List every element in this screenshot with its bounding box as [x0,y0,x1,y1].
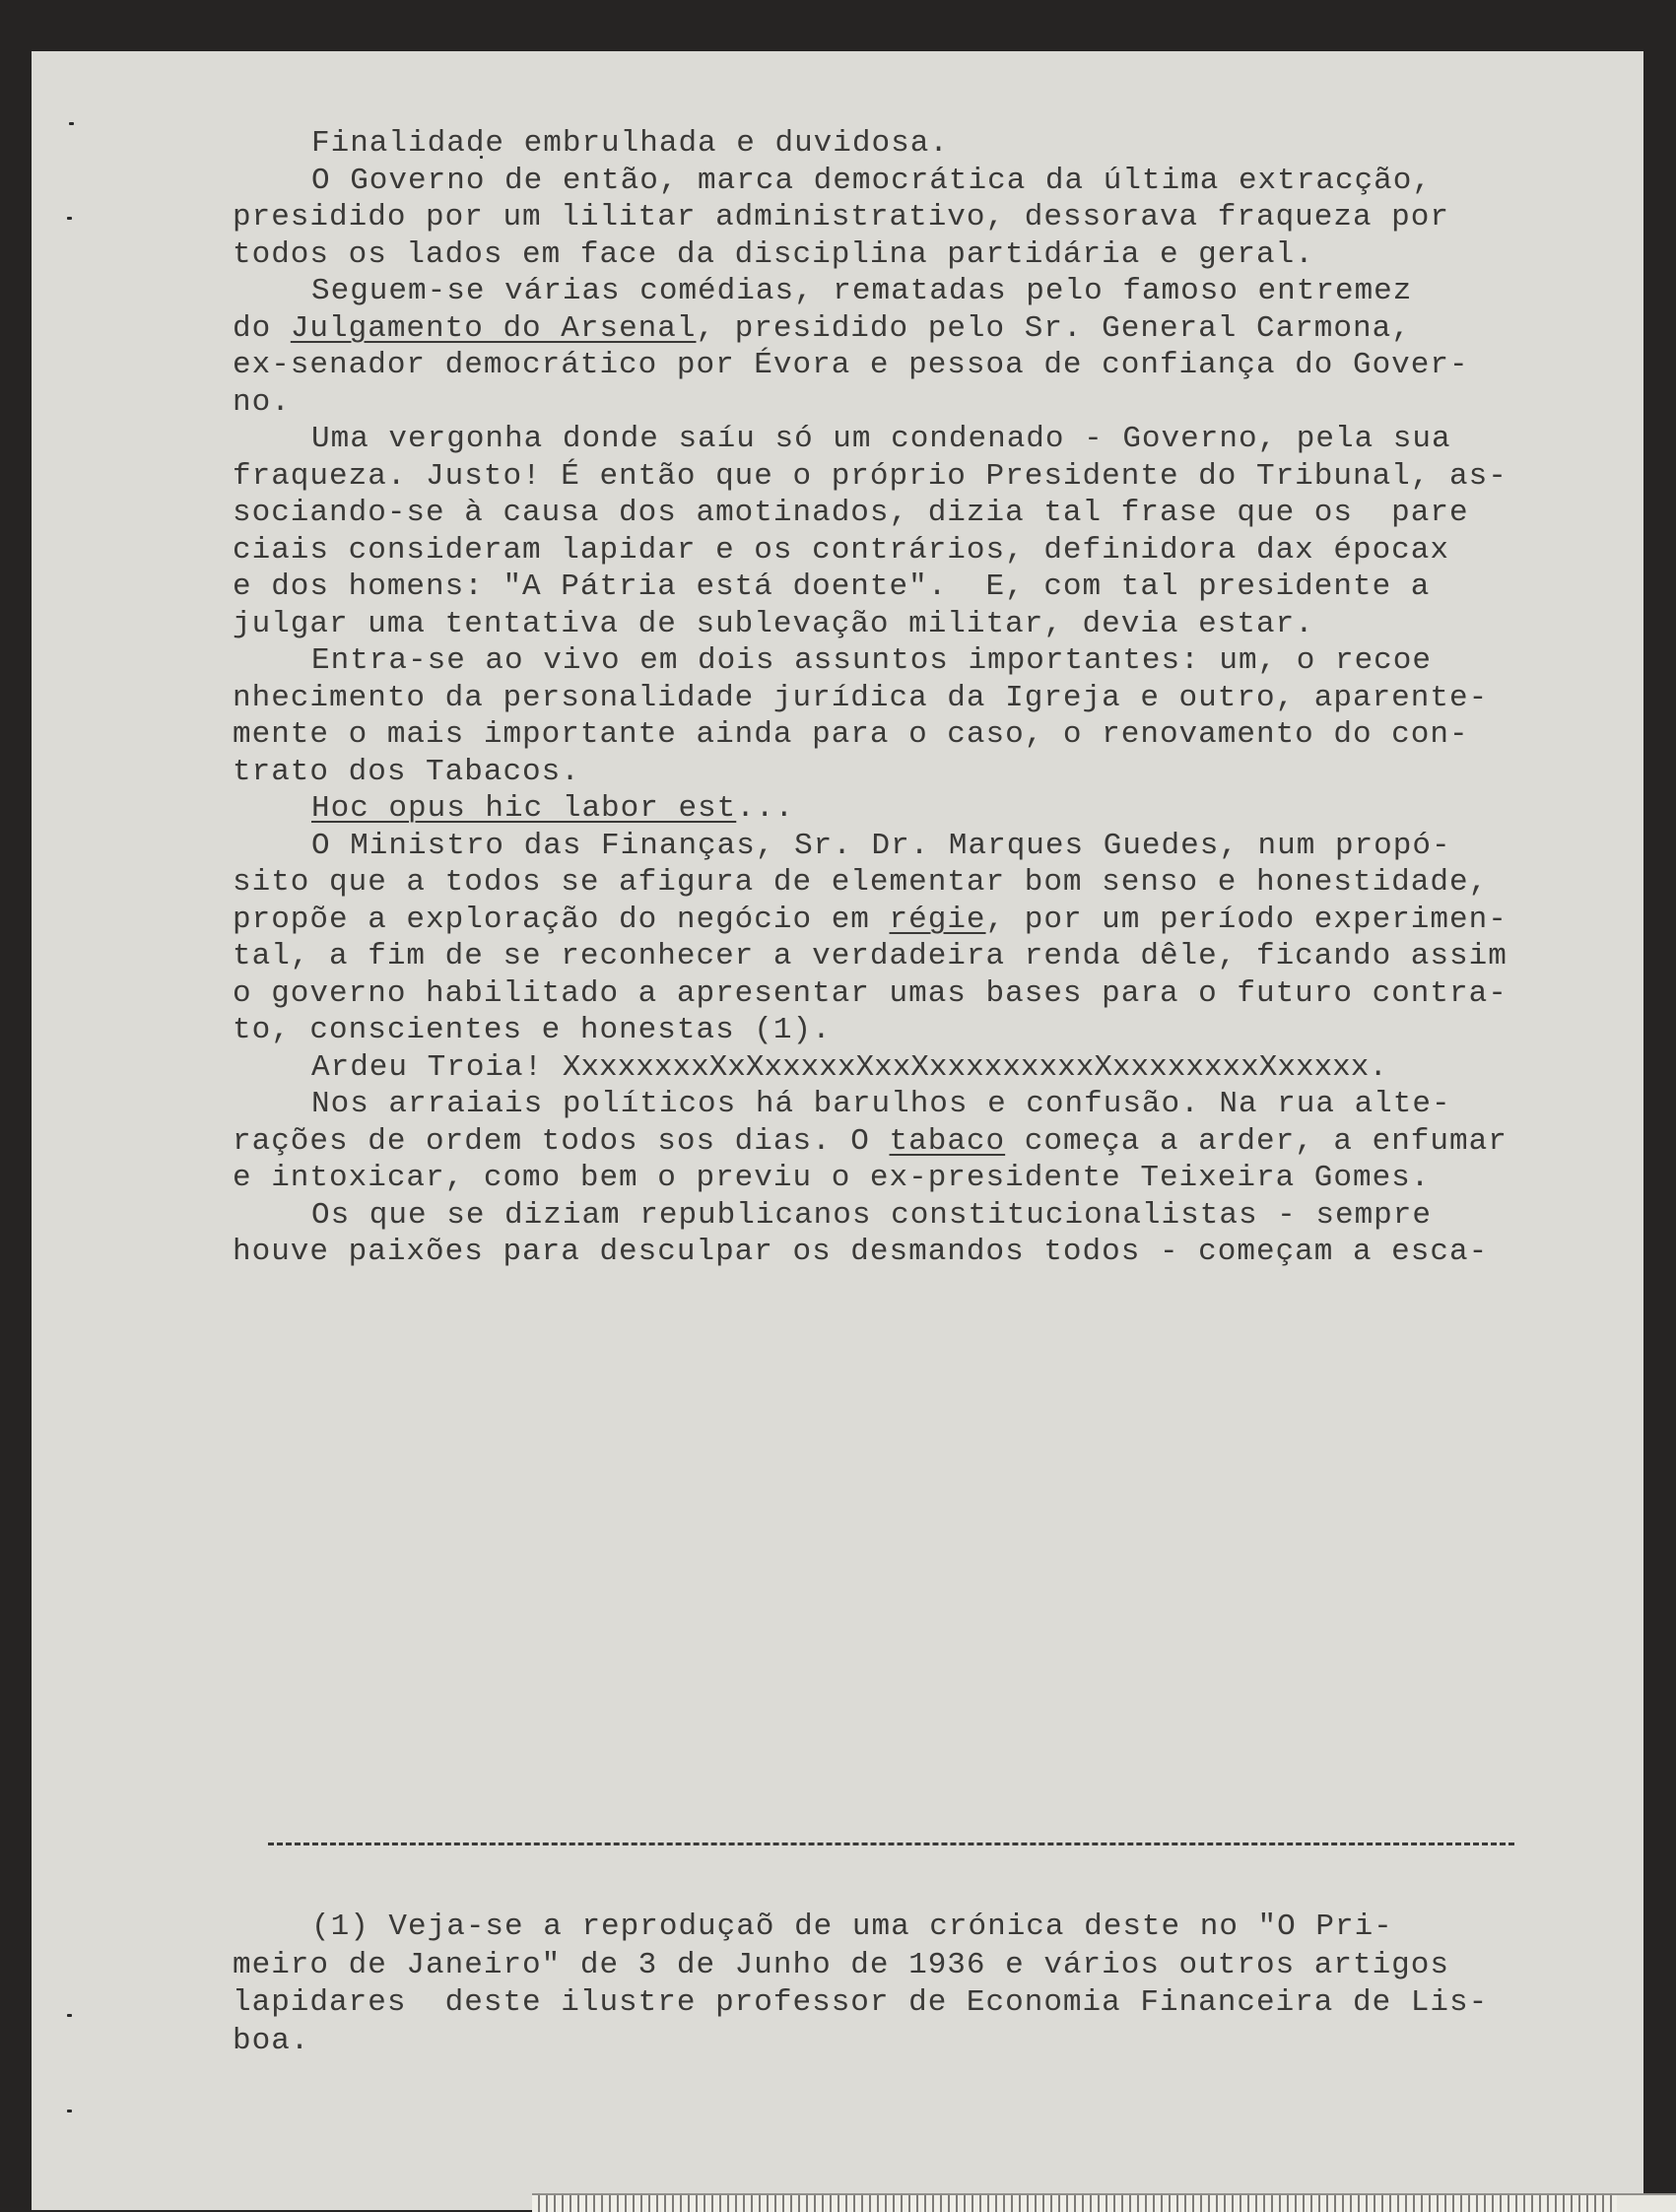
text-line [311,1050,1387,1086]
text-run: (1) Veja-se a reproduçaõ de uma crónica deste no "O Pri- [311,1910,1393,1944]
text-line [311,791,794,827]
margin-mark [69,122,74,125]
text-run: e intoxicar, como bem o previu o ex-presidente Teixeira Gomes. [233,1161,1431,1195]
text-line [233,533,1449,569]
footnote-line [233,1985,1488,2021]
text-line [233,939,1508,974]
text-line [233,1161,1430,1196]
text-line [311,643,1432,679]
text-run: ... [736,791,795,826]
text-run: Uma vergonha donde saíu só um condenado - Governo, pela sua [311,422,1451,456]
text-line [233,1235,1488,1270]
text-line [233,607,1314,642]
margin-mark [67,2014,72,2017]
text-line [233,681,1488,716]
text-line [311,1198,1432,1234]
footnote-separator [268,1843,1514,1845]
footnote-line [311,1910,1393,1945]
text-line [233,903,1508,938]
text-line [311,1087,1451,1122]
footnote-line [233,2024,309,2059]
text-run: lapidares deste ilustre professor de Economia Financeira de Lis- [233,1985,1489,2020]
margin-mark [67,217,72,220]
text-run: houve paixões para desculpar os desmandos todos - começam a esca- [233,1235,1489,1269]
text-run: fraqueza. Justo! É então que o próprio Presidente do Tribunal, as- [233,458,1508,494]
text-line [233,385,291,421]
text-line [233,1124,1508,1160]
text-line [233,496,1469,531]
text-run: to, conscientes e honestas (1). [233,1013,832,1047]
text-run: Entra-se ao vivo em dois assuntos importantes: um, o recoe [311,643,1432,678]
text-run: ex-senador democrático por Évora e pessoa de confiança do Gover- [233,348,1469,382]
text-run: julgar uma tentativa de sublevação militar, devia estar. [233,606,1314,641]
text-line [233,755,580,790]
text-run: Finalidade embrulhada e duvidosa. [311,126,949,161]
text-run: O Ministro das Finanças, Sr. Dr. Marques Guedes, num propó- [311,828,1451,863]
paper-sheet [32,51,1643,2210]
text-run: rações de ordem todos sos dias. O [233,1123,890,1159]
text-line [311,126,949,162]
text-line [233,976,1508,1012]
underlined-text: tabaco [889,1123,1006,1159]
text-run: sito que a todos se afigura de elementar bom senso e honestidade, [233,865,1489,900]
text-line [233,459,1508,495]
text-run: , por um período experimen- [985,902,1508,937]
footnote-line [233,1948,1449,1983]
underlined-text: régie [889,902,986,937]
text-line [311,829,1451,864]
text-line [233,570,1430,605]
text-run: todos os lados em face da disciplina partidária e geral. [233,236,1314,272]
text-run: boa. [233,2023,310,2058]
text-line [233,311,1411,347]
underlined-text: Hoc opus hic labor est [311,791,737,826]
text-run: meiro de Janeiro" de 3 de Junho de 1936 e vários outros artigos [233,1947,1449,1982]
text-run: propõe a exploração do negócio em [233,902,890,937]
text-line [233,200,1449,235]
text-run: nhecimento da personalidade jurídica da Igreja e outro, aparente- [233,680,1489,715]
text-line [233,717,1469,753]
text-line [233,348,1469,383]
struck-text: XxxxxxxxXxXxxxxxXxxXxxxxxxxxxXxxxxxxxxXxxxxx. [562,1049,1387,1085]
text-line [233,237,1314,273]
text-run: ciais consideram lapidar e os contrários, definidora dax épocax [233,532,1449,568]
text-run: e dos homens: "A Pátria está doente". E, com tal presidente a [233,570,1431,604]
underlined-text: Julgamento do Arsenal [290,310,697,346]
text-line [311,422,1451,457]
text-run: do [233,310,291,346]
margin-mark [67,2110,72,2112]
text-run: trato dos Tabacos. [233,754,580,789]
text-run: Nos arraiais políticos há barulhos e confusão. Na rua alte- [311,1087,1451,1121]
text-run: começa a arder, a enfumar [1005,1123,1508,1159]
text-run: sociando-se à causa dos amotinados, dizia tal frase que os pare [233,496,1469,530]
text-run: presidido por um lilitar administrativo, dessorava fraqueza por [233,200,1449,235]
text-run: O Governo de então, marca democrática da última extracção, [311,163,1432,198]
scan-ruler [532,2193,1676,2212]
text-run: Ardeu Troia! [311,1049,563,1085]
text-line [233,1013,832,1048]
text-run: , presidido pelo Sr. General Carmona, [696,310,1411,346]
text-run: Os que se diziam republicanos constitucionalistas - sempre [311,1197,1432,1233]
text-run: no. [233,384,291,420]
text-run: o governo habilitado a apresentar umas bases para o futuro contra- [233,975,1508,1011]
text-line [233,865,1488,901]
text-run: mente o mais importante ainda para o caso, o renovamento do con- [233,717,1469,752]
text-line [311,274,1412,309]
text-run: Seguem-se várias comédias, rematadas pelo famoso entremez [311,274,1413,308]
text-line [311,164,1432,199]
text-run: tal, a fim de se reconhecer a verdadeira renda dêle, ficando assim [233,939,1508,973]
